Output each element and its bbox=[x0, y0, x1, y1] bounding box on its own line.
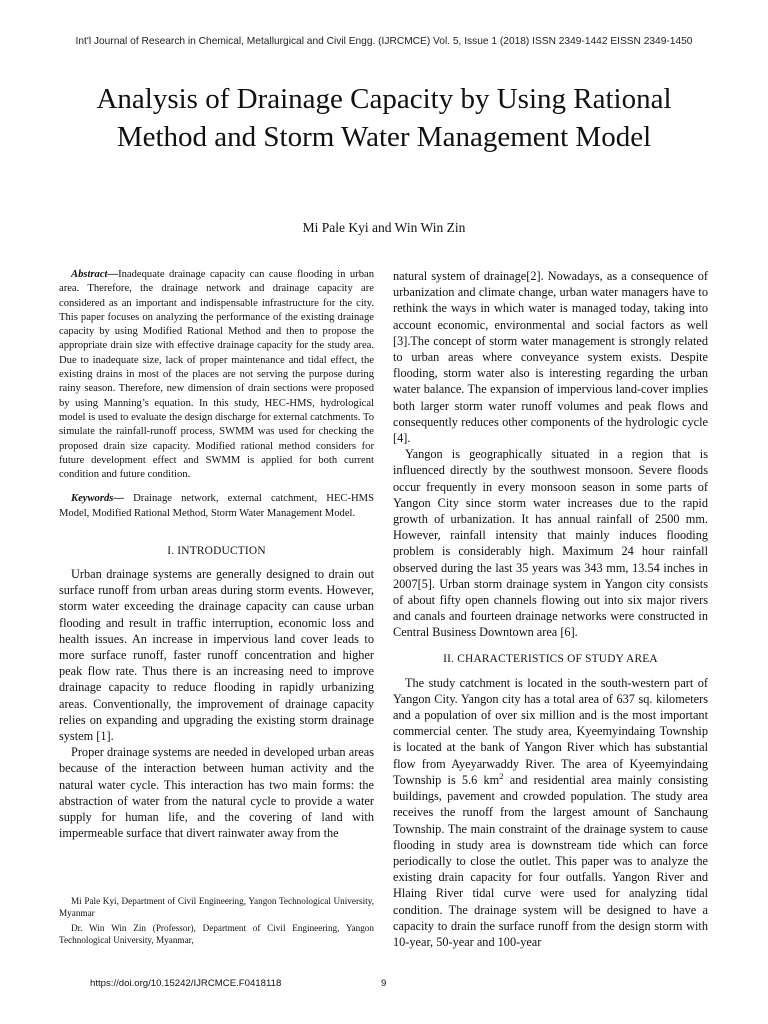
section-heading-study-area: II. CHARACTERISTICS OF STUDY AREA bbox=[443, 652, 658, 665]
keywords-text: Drainage network, external catchment, HEC-HMS Model, Modified Rational Method, Storm Water Management Model. bbox=[59, 493, 374, 519]
keywords bbox=[59, 492, 374, 521]
study-area-text-b: and residential area mainly consisting buildings, pavement and crowded population. The study area receives the runoff from the largest amount of Sanchaung Township. The main constraint of the drainage system to cause flooding in study area is downstream tide which can force periodically to close the outlet. This paper was to analyze the existing drain capacity for four outfalls. Yangon River and Hlaing River tidal curve were used for analyzing tidal condition. The drainage system will be designed to have a capacity to drain the surface runoff from the design storm with 10-year, 50-year and 100-year bbox=[393, 772, 708, 949]
superscript-2: 2 bbox=[499, 770, 504, 781]
intro-paragraph-4: Yangon is geographically situated in a region that is influenced directly by the southwest monsoon. Severe floods occur frequently in every monsoon season in some parts of Yangon City since storm water increases due to the rapid growth of urbanization. It has annual rainfall of 2500 mm. However, rainfall intensity that mainly induces flooding problem is considerably high. Maximum 24 hour rainfall observed during the last 35 years was 343 mm, 13.54 inches in 2007[5]. Urban storm drainage system in Yangon city consists of about fifty open channels flowing out into six major rivers and canals and fourteen drainage networks were constructed in Central Business Downtown area [6]. bbox=[393, 447, 708, 640]
author-line: Mi Pale Kyi and Win Win Zin bbox=[302, 220, 466, 235]
right-column bbox=[393, 268, 708, 950]
intro-paragraph-1: Urban drainage systems are generally designed to drain out surface runoff from urban areas during storm events. However, storm water exceeding the drainage capacity can cause urban flooding and result in traffic interruption, economic loss and health issues. An increase in impervious land cover leads to more surface runoff, faster runoff concentration and higher peak flow rate. Thus there is an increasing need to improve drainage capacity to reduce flooding in rapidly urbanizing areas. Conventionally, the improvement of drainage capacity relies on expanding and upgrading the existing storm drainage system [1]. bbox=[59, 567, 374, 744]
footnote-author-1: Mi Pale Kyi, Department of Civil Engineering, Yangon Technological University, Myanmar bbox=[59, 896, 374, 919]
page-number: 9 bbox=[381, 978, 387, 989]
abstract-text: Inadequate drainage capacity can cause flooding in urban area. Therefore, the drainage network and drainage capacity are considered as an important and indispensable infrastructure for the city. This paper focuses on analyzing the performance of the existing drainage capacity by using Modified Rational Method and then to propose the appropriate drain size with effective drainage capacity for the study area. Due to inadequate size, lack of proper maintenance and tidal effect, the existing drains in most of the places are not serving the purpose during rainy season. Therefore, new dimension of drain sections were proposed by using Manning’s equation. In this study, HEC-HMS, hydrological model is used to evaluate the design discharge for external catchments. To simulate the rainfall-runoff process, SWMM was used for checking the proposed drain size capacity. Modified rational method considers for future development effect and SWMM is applied for both current condition and future condition. bbox=[59, 269, 374, 481]
journal-header: Int'l Journal of Research in Chemical, Metallurgical and Civil Engg. (IJRCMCE) Vol. 5, Issue 1 (2018) ISSN 2349-1442 EISSN 2349-1450 bbox=[75, 36, 693, 47]
keywords-label: Keywords— bbox=[71, 493, 124, 505]
paper-title: Analysis of Drainage Capacity by Using Rational Method and Storm Water Management Model bbox=[96, 83, 672, 153]
intro-paragraph-3: natural system of drainage[2]. Nowadays, as a consequence of urbanization and climate change, urban water managers have to rethink the ways in which water is managed today, taking into account economic, environmental and social factors as well [3].The concept of storm water management is strongly related to urban areas where conveyance system exists. Despite flooding, storm water also is interesting regarding the urban water balance. The expansion of impervious land-cover implies both larger storm water runoff volumes and peak flows and consequently reduces other components of the hydrologic cycle [4]. bbox=[393, 269, 708, 446]
study-area-paragraph bbox=[393, 675, 708, 950]
section-heading-introduction: I. INTRODUCTION bbox=[167, 545, 266, 558]
intro-paragraph-2: Proper drainage systems are needed in developed urban areas because of the interaction between human activity and the natural water cycle. This interaction has two main forms: the abstraction of water from the natural cycle to provide a water supply for human life, and the covering of land with impermeable surface that divert rainwater away from the bbox=[59, 745, 374, 841]
footnote-author-2: Dr. Win Win Zin (Professor), Department of Civil Engineering, Yangon Technological University, Myanmar, bbox=[59, 922, 374, 945]
abstract-label: Abstract— bbox=[71, 269, 119, 280]
study-area-text-a: The study catchment is located in the south-western part of Yangon City. Yangon city has a total area of 637 sq. kilometers and a population of over six million and is the most important commercial center. The study area, Kyeemyindaing Township is located at the bank of Yangon River which has substantial flow from Ayeyarwaddy River. The area of Kyeemyindaing Township is 5.6 km bbox=[393, 675, 708, 787]
doi-link[interactable]: https://doi.org/10.15242/IJRCMCE.F0418118 bbox=[90, 978, 282, 989]
abstract bbox=[59, 268, 374, 482]
left-column bbox=[59, 268, 374, 842]
footnotes bbox=[59, 895, 374, 948]
